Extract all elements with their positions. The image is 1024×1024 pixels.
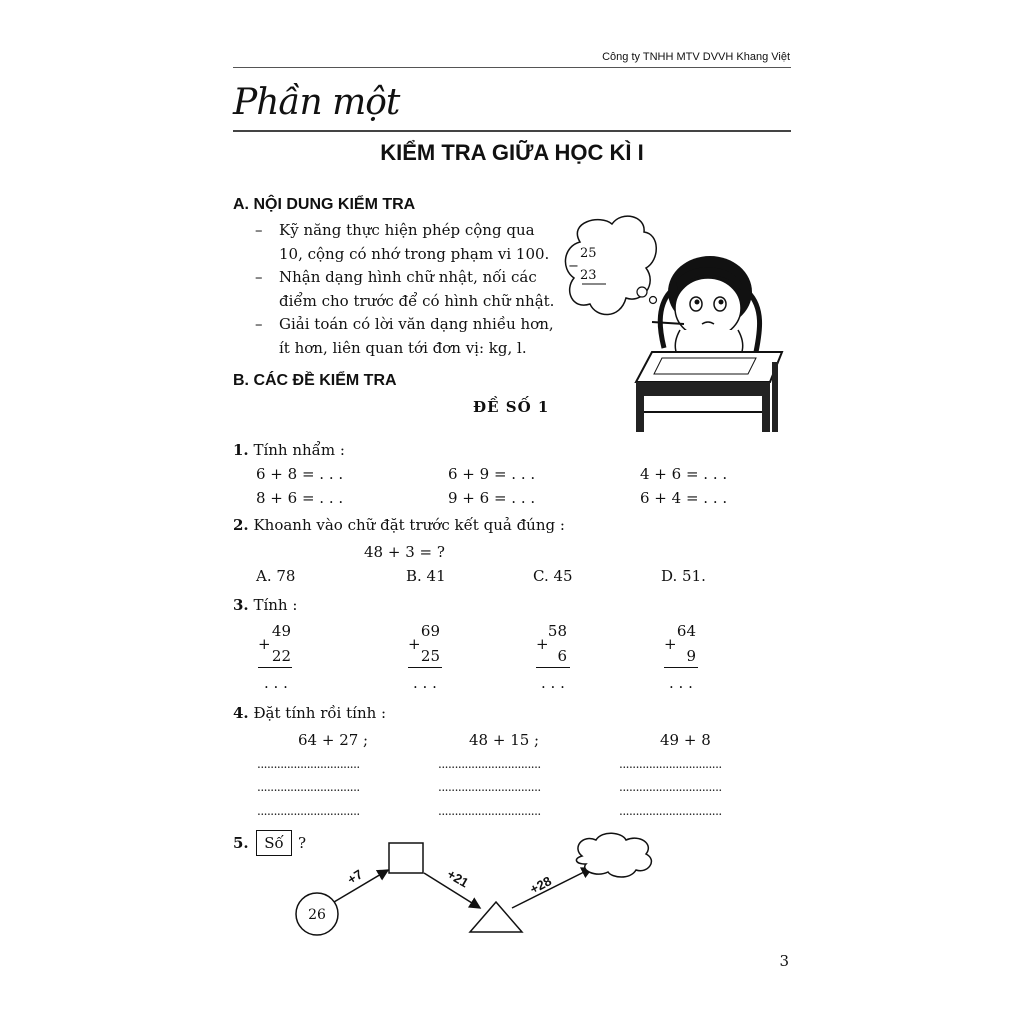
number-chain-diagram	[290, 830, 670, 940]
desk-leg	[636, 396, 644, 432]
q3-bottom-number: 9	[686, 647, 696, 665]
thought-top-number: 25	[580, 246, 597, 261]
thought-dot	[637, 287, 647, 297]
answer-dots[interactable]: ...............................	[257, 780, 360, 794]
question-number: 1.	[233, 441, 249, 459]
answer-dots[interactable]: ...............................	[257, 804, 360, 818]
q3-sum-line	[664, 667, 698, 668]
q4-expression: 64 + 27 ;	[298, 731, 369, 749]
question-text: Đặt tính rồi tính :	[253, 704, 387, 722]
bullet-line: điểm cho trước để có hình chữ nhật.	[279, 291, 555, 310]
step-3-label: +28	[527, 873, 554, 897]
q3-sum-line	[258, 667, 292, 668]
q3-bottom-number: 6	[557, 647, 567, 665]
content-bullet-1	[255, 219, 565, 266]
header-rule	[233, 67, 791, 68]
girl-at-desk-illustration	[560, 212, 790, 434]
q1-item: 6 + 8 = . . .	[256, 465, 344, 483]
q2-expression: 48 + 3 = ?	[364, 543, 445, 561]
q1-item: 6 + 9 = . . .	[448, 465, 536, 483]
answer-square[interactable]	[389, 843, 423, 873]
q3-sum-line	[408, 667, 442, 668]
desk-leg	[772, 362, 778, 432]
bullet-line: Kỹ năng thực hiện phép cộng qua	[279, 221, 535, 239]
bullet-dash: –	[255, 315, 263, 333]
q2-option-c[interactable]: C. 45	[533, 567, 573, 585]
q5-question-mark: ?	[298, 834, 307, 852]
question-3	[233, 596, 297, 614]
question-number: 5.	[233, 834, 249, 852]
q3-result: . . .	[669, 674, 693, 692]
thought-dot	[650, 297, 657, 304]
answer-cloud[interactable]	[576, 833, 651, 877]
q1-item: 4 + 6 = . . .	[640, 465, 728, 483]
girl-face	[675, 278, 741, 338]
title-rule	[233, 130, 791, 132]
publisher-header: Công ty TNHH MTV DVVH Khang Việt	[602, 51, 790, 63]
q2-option-a[interactable]: A. 78	[256, 567, 296, 585]
q2-option-d[interactable]: D. 51.	[661, 567, 706, 585]
girl-pigtail-left	[660, 292, 670, 348]
section-a-heading: A. NỘI DUNG KIỂM TRA	[233, 196, 416, 213]
step-1-label: +7	[344, 866, 366, 888]
question-5-number	[233, 834, 249, 852]
thought-operator: −	[568, 259, 579, 274]
content-bullet-2	[255, 266, 565, 313]
so-label-box: Số	[256, 830, 292, 856]
q3-sum-line	[536, 667, 570, 668]
answer-dots[interactable]: ...............................	[619, 804, 722, 818]
q1-item: 6 + 4 = . . .	[640, 489, 728, 507]
q3-result: . . .	[413, 674, 437, 692]
paper	[654, 358, 756, 374]
question-number: 2.	[233, 516, 249, 534]
question-number: 3.	[233, 596, 249, 614]
bullet-line: 10, cộng có nhớ trong phạm vi 100.	[279, 244, 550, 263]
q3-top-number: 49	[271, 622, 291, 640]
q1-item: 8 + 6 = . . .	[256, 489, 344, 507]
question-text: Khoanh vào chữ đặt trước kết quả đúng :	[253, 516, 565, 534]
bullet-line: ít hơn, liên quan tới đơn vị: kg, l.	[279, 338, 527, 357]
page-number: 3	[779, 952, 789, 970]
bullet-line: Nhận dạng hình chữ nhật, nối các	[279, 268, 537, 286]
content-bullet-3	[255, 313, 565, 360]
answer-dots[interactable]: ...............................	[257, 757, 360, 771]
bullet-dash: –	[255, 221, 263, 239]
question-number: 4.	[233, 704, 249, 722]
q3-operator: +	[408, 635, 421, 653]
answer-dots[interactable]: ...............................	[438, 780, 541, 794]
answer-dots[interactable]: ...............................	[619, 780, 722, 794]
q1-item: 9 + 6 = . . .	[448, 489, 536, 507]
question-text: Tính :	[253, 596, 298, 614]
q3-top-number: 69	[420, 622, 440, 640]
q3-top-number: 58	[547, 622, 567, 640]
answer-dots[interactable]: ...............................	[619, 757, 722, 771]
q3-bottom-number: 25	[420, 647, 440, 665]
bullet-line: Giải toán có lời văn dạng nhiều hơn,	[279, 315, 554, 333]
q3-operator: +	[536, 635, 549, 653]
thought-bubble	[565, 216, 656, 314]
thought-bottom-number: 23	[580, 268, 597, 283]
bullet-dash: –	[255, 268, 263, 286]
desk-leg	[762, 396, 770, 432]
section-b-heading: B. CÁC ĐỀ KIỂM TRA	[233, 372, 397, 389]
exam-number: ĐỀ SỐ 1	[473, 398, 550, 416]
exam-title: KIỂM TRA GIỮA HỌC KÌ I	[380, 140, 644, 165]
q3-bottom-number: 22	[271, 647, 291, 665]
arrow-3	[512, 868, 592, 908]
q3-result: . . .	[541, 674, 565, 692]
answer-dots[interactable]: ...............................	[438, 804, 541, 818]
girl-pupil-right	[719, 300, 724, 305]
q3-operator: +	[664, 635, 677, 653]
q4-expression: 48 + 15 ;	[469, 731, 540, 749]
q4-expression: 49 + 8	[660, 731, 711, 749]
desk-front	[636, 382, 770, 396]
question-text: Tính nhẩm :	[253, 441, 345, 459]
q2-option-b[interactable]: B. 41	[406, 567, 446, 585]
part-title: Phần một	[233, 82, 400, 123]
question-1	[233, 441, 345, 459]
question-4	[233, 704, 386, 722]
start-value: 26	[308, 907, 326, 923]
step-2-label: +21	[444, 866, 472, 891]
girl-pupil-left	[695, 300, 700, 305]
q3-result: . . .	[264, 674, 288, 692]
q3-operator: +	[258, 635, 271, 653]
answer-dots[interactable]: ...............................	[438, 757, 541, 771]
q3-top-number: 64	[676, 622, 696, 640]
question-2	[233, 516, 565, 534]
